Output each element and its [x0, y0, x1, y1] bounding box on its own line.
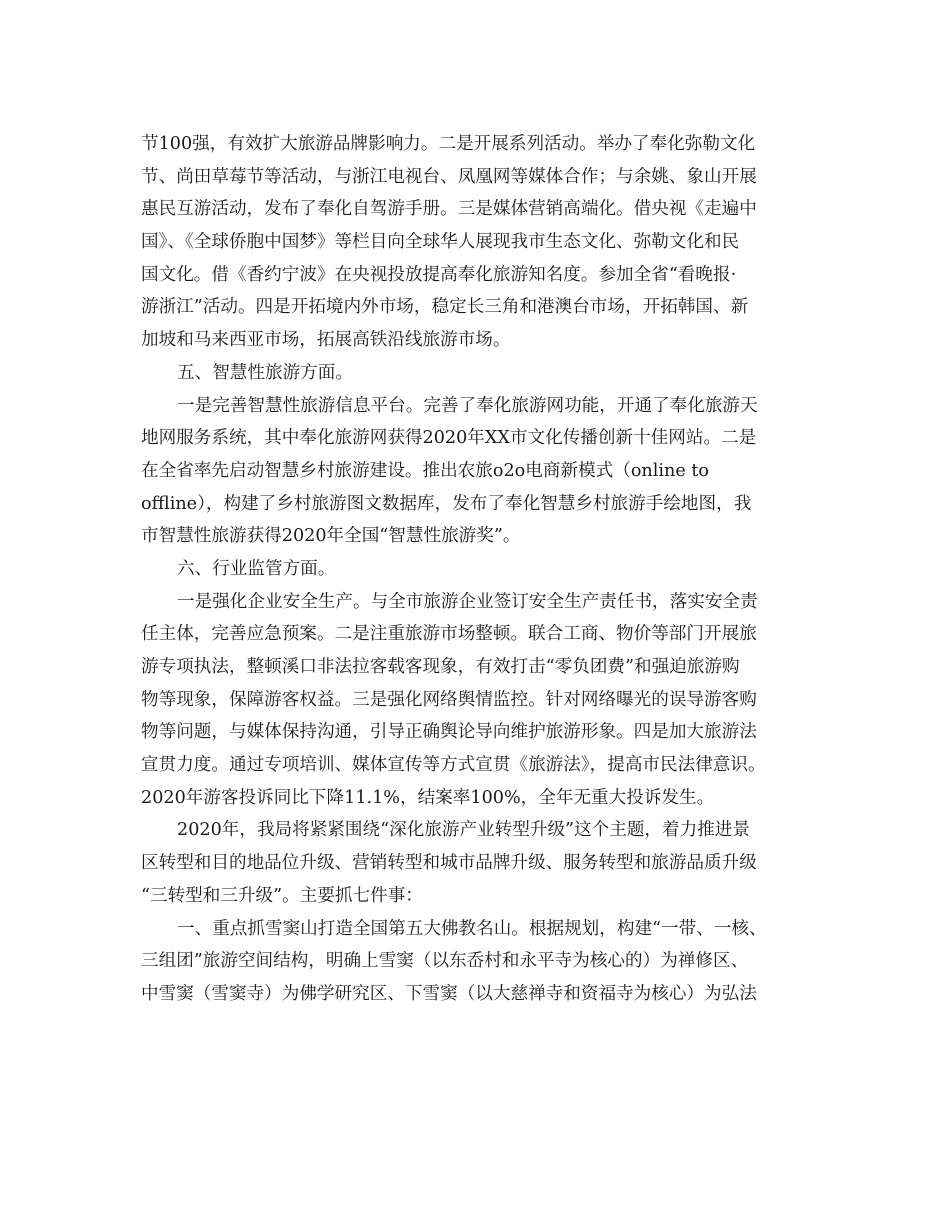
text-line: 地网服务系统，其中奉化旅游网获得2020年XX市文化传播创新十佳网站。二是	[141, 428, 757, 449]
text-line: 区转型和目的地品位升级、营销转型和城市品牌升级、服务转型和旅游品质升级	[141, 853, 757, 874]
text-line: 宣贯力度。通过专项培训、媒体宣传等方式宣贯《旅游法》，提高市民法律意识。	[141, 755, 766, 776]
text-line: 中雪窦（雪窦寺）为佛学研究区、下雪窦（以大慈禅寺和资福寺为核心）为弘法	[141, 983, 757, 1004]
text-line: 节、尚田草莓节等活动，与浙江电视台、凤凰网等媒体合作；与余姚、象山开展	[141, 166, 757, 187]
text-line: 物等问题，与媒体保持沟通，引导正确舆论导向维护旅游形象。四是加大旅游法	[141, 722, 757, 743]
text-line: 节100强，有效扩大旅游品牌影响力。二是开展系列活动。举办了奉化弥勒文化	[141, 134, 756, 154]
text-line: 三组团”旅游空间结构，明确上雪窦（以东岙村和永平寺为核心的）为禅修区、	[141, 951, 749, 972]
text-line: 一是完善智慧性旅游信息平台。完善了奉化旅游网功能，开通了奉化旅游天	[177, 395, 758, 416]
text-line: “三转型和三升级”。主要抓七件事：	[141, 885, 423, 906]
text-line: 任主体，完善应急预案。二是注重旅游市场整顿。联合工商、物价等部门开展旅	[141, 624, 757, 645]
text-line: 加坡和马来西亚市场，拓展高铁沿线旅游市场。	[141, 330, 511, 351]
document-body	[141, 128, 811, 1011]
text-line: 游浙江”活动。四是开拓境内外市场，稳定长三角和港澳台市场，开拓韩国、新	[141, 297, 749, 318]
text-line: 市智慧性旅游获得2020年全国“智慧性旅游奖”。	[141, 526, 521, 547]
text-line: 一、重点抓雪窦山打造全国第五大佛教名山。根据规划，构建“一带、一核、	[177, 918, 767, 939]
text-line: 在全省率先启动智慧乡村旅游建设。推出农旅o2o电商新模式（online to	[141, 460, 709, 481]
text-line: 2020年游客投诉同比下降11.1%，结案率100%，全年无重大投诉发生。	[141, 787, 715, 808]
text-line: 游专项执法，整顿溪口非法拉客载客现象，有效打击“零负团费”和强迫旅游购	[141, 657, 740, 677]
text-line: 六、行业监管方面。	[177, 558, 336, 579]
text-line: 国》、《全球侨胞中国梦》等栏目向全球华人展现我市生态文化、弥勒文化和民	[141, 232, 740, 253]
text-line: 一是强化企业安全生产。与全市旅游企业签订安全生产责任书，落实安全责	[177, 591, 758, 612]
text-line: 国文化。借《香约宁波》在央视投放提高奉化旅游知名度。参加全省“看晚报·	[141, 264, 737, 285]
text-line: offline），构建了乡村旅游图文数据库，发布了奉化智慧乡村旅游手绘地图，我	[141, 493, 752, 514]
text-line: 五、智慧性旅游方面。	[177, 362, 353, 383]
text-line: 2020年，我局将紧紧围绕“深化旅游产业转型升级”这个主题，着力推进景	[177, 820, 750, 841]
text-line: 物等现象，保障游客权益。三是强化网络舆情监控。针对网络曝光的误导游客购	[141, 689, 757, 710]
text-line: 惠民互游活动，发布了奉化自驾游手册。三是媒体营销高端化。借央视《走遍中	[141, 199, 757, 220]
